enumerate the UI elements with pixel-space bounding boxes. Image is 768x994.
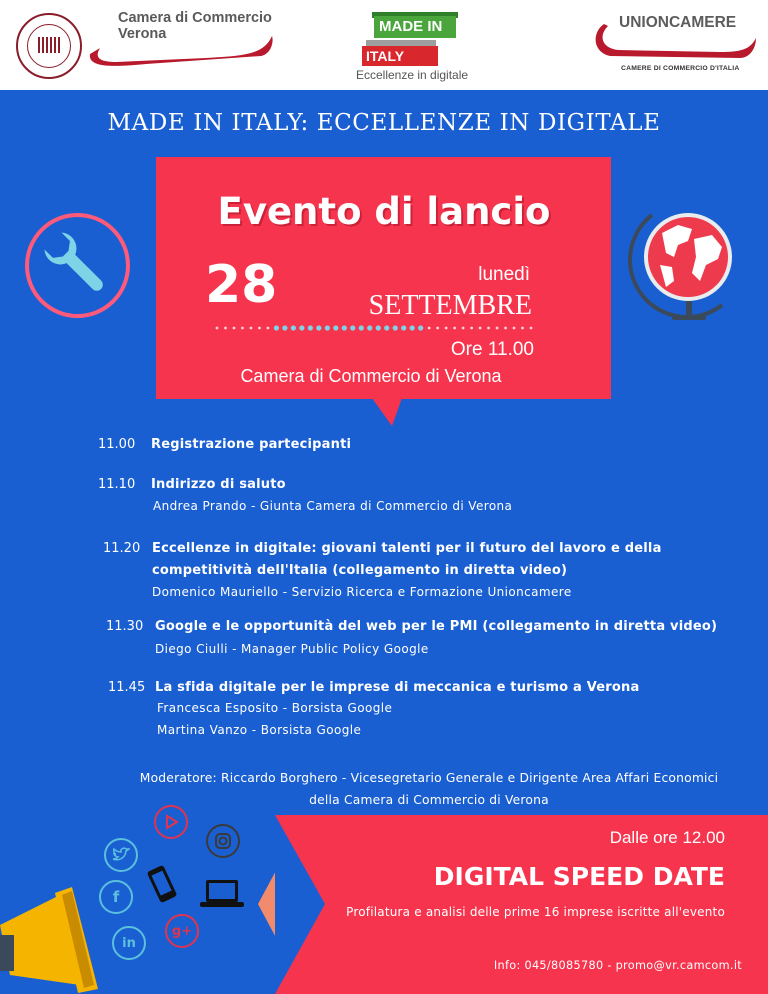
divider-dot xyxy=(393,325,398,330)
agenda-title: Registrazione partecipanti xyxy=(151,437,352,452)
cciaa-swoosh-icon xyxy=(86,32,276,70)
divider-dot xyxy=(308,325,313,330)
divider-dot xyxy=(530,327,533,330)
divider-dot xyxy=(479,327,482,330)
divider-dot xyxy=(350,325,355,330)
smartphone-icon xyxy=(144,864,180,904)
linkedin-icon: in xyxy=(112,926,146,960)
divider-dot xyxy=(224,327,227,330)
page-title: MADE IN ITALY: ECCELLENZE IN DIGITALE xyxy=(107,110,661,136)
divider-dot xyxy=(316,325,321,330)
divider-dot xyxy=(258,327,261,330)
moderator-line1: Moderatore: Riccardo Borghero - Vicesegretario Generale e Dirigente Area Affari Economici xyxy=(139,771,719,785)
unioncamere-subtitle: CAMERE DI COMMERCIO D'ITALIA xyxy=(621,65,740,72)
moderator-note xyxy=(104,767,754,811)
divider-dot xyxy=(241,327,244,330)
unioncamere-name: UNIONCAMERE xyxy=(619,14,737,31)
speed-date-headline: DIGITAL SPEED DATE xyxy=(433,862,725,891)
divider-dot xyxy=(325,325,330,330)
divider-dot xyxy=(513,327,516,330)
speed-date-time: Dalle ore 12.00 xyxy=(609,828,725,847)
header xyxy=(0,0,768,90)
divider-dot xyxy=(267,327,270,330)
divider-dot xyxy=(487,327,490,330)
divider-dot xyxy=(274,325,279,330)
event-label: Evento di lancio xyxy=(217,190,551,233)
megaphone-icon xyxy=(0,885,120,994)
event-hour: Ore 11.00 xyxy=(450,339,534,360)
agenda-time: 11.00 xyxy=(98,437,136,452)
divider-dot xyxy=(470,327,473,330)
divider-dot xyxy=(291,325,296,330)
mii-line2: ITALY xyxy=(362,46,438,66)
moderator-line2: della Camera di Commercio di Verona xyxy=(309,793,549,807)
laptop-icon xyxy=(200,878,244,910)
divider-dot xyxy=(299,325,304,330)
event-day-number: 28 xyxy=(205,255,278,315)
divider-dot xyxy=(521,327,524,330)
instagram-icon xyxy=(206,824,240,858)
agenda-speaker: Martina Vanzo - Borsista Google xyxy=(157,723,362,737)
agenda-time: 11.45 xyxy=(108,680,146,695)
agenda-speaker: Francesca Esposito - Borsista Google xyxy=(157,701,393,715)
agenda-title-cont: competitività dell'Italia (collegamento in diretta video) xyxy=(152,563,568,578)
divider-dot xyxy=(445,327,448,330)
dotted-divider xyxy=(213,323,535,333)
agenda-time: 11.10 xyxy=(98,477,136,492)
divider-dot xyxy=(376,325,381,330)
agenda-title: Google e le opportunità del web per le PMI (collegamento in diretta video) xyxy=(155,619,718,634)
agenda-title: La sfida digitale per le imprese di meccanica e turismo a Verona xyxy=(155,680,640,695)
agenda-time: 11.20 xyxy=(103,541,141,556)
agenda-speaker: Diego Ciulli - Manager Public Policy Google xyxy=(155,642,429,656)
divider-dot xyxy=(436,327,439,330)
mii-line1: MADE IN xyxy=(374,16,456,38)
divider-dot xyxy=(453,327,456,330)
agenda-speaker: Domenico Mauriello - Servizio Ricerca e Formazione Unioncamere xyxy=(152,585,572,599)
camera-commercio-seal-logo xyxy=(16,13,82,79)
divider-dot xyxy=(216,327,219,330)
divider-dot xyxy=(418,325,423,330)
divider-dot xyxy=(333,325,338,330)
divider-dot xyxy=(462,327,465,330)
event-month: SETTEMBRE xyxy=(368,290,532,321)
divider-dot xyxy=(367,325,372,330)
divider-dot xyxy=(250,327,253,330)
googleplus-icon: g+ xyxy=(165,914,199,948)
divider-dot xyxy=(428,327,431,330)
divider-dot xyxy=(233,327,236,330)
twitter-icon xyxy=(104,838,138,872)
agenda-title: Indirizzo di saluto xyxy=(151,477,286,492)
divider-dot xyxy=(342,325,347,330)
divider-dot xyxy=(359,325,364,330)
youtube-icon xyxy=(154,805,188,839)
event-card-tail xyxy=(372,398,402,426)
facebook-icon: f xyxy=(99,880,133,914)
speed-date-description: Profilatura e analisi delle prime 16 imprese iscritte all'evento xyxy=(346,905,725,919)
agenda-title: Eccellenze in digitale: giovani talenti per il futuro del lavoro e della xyxy=(152,541,662,556)
divider-dot xyxy=(504,327,507,330)
agenda-speaker: Andrea Prando - Giunta Camera di Commercio di Verona xyxy=(153,499,513,513)
mii-tagline: Eccellenze in digitale xyxy=(356,68,469,82)
divider-dot xyxy=(384,325,389,330)
divider-dot xyxy=(496,327,499,330)
divider-dot xyxy=(282,325,287,330)
contact-info: Info: 045/8085780 - promo@vr.camcom.it xyxy=(493,959,742,972)
event-venue: Camera di Commercio di Verona xyxy=(240,366,502,386)
cciaa-name-line2: Verona xyxy=(118,26,167,42)
agenda-time: 11.30 xyxy=(106,619,144,634)
cciaa-name-line1: Camera di Commercio xyxy=(118,10,272,26)
event-weekday: lunedì xyxy=(478,264,530,285)
divider-dot xyxy=(410,325,415,330)
divider-dot xyxy=(401,325,406,330)
